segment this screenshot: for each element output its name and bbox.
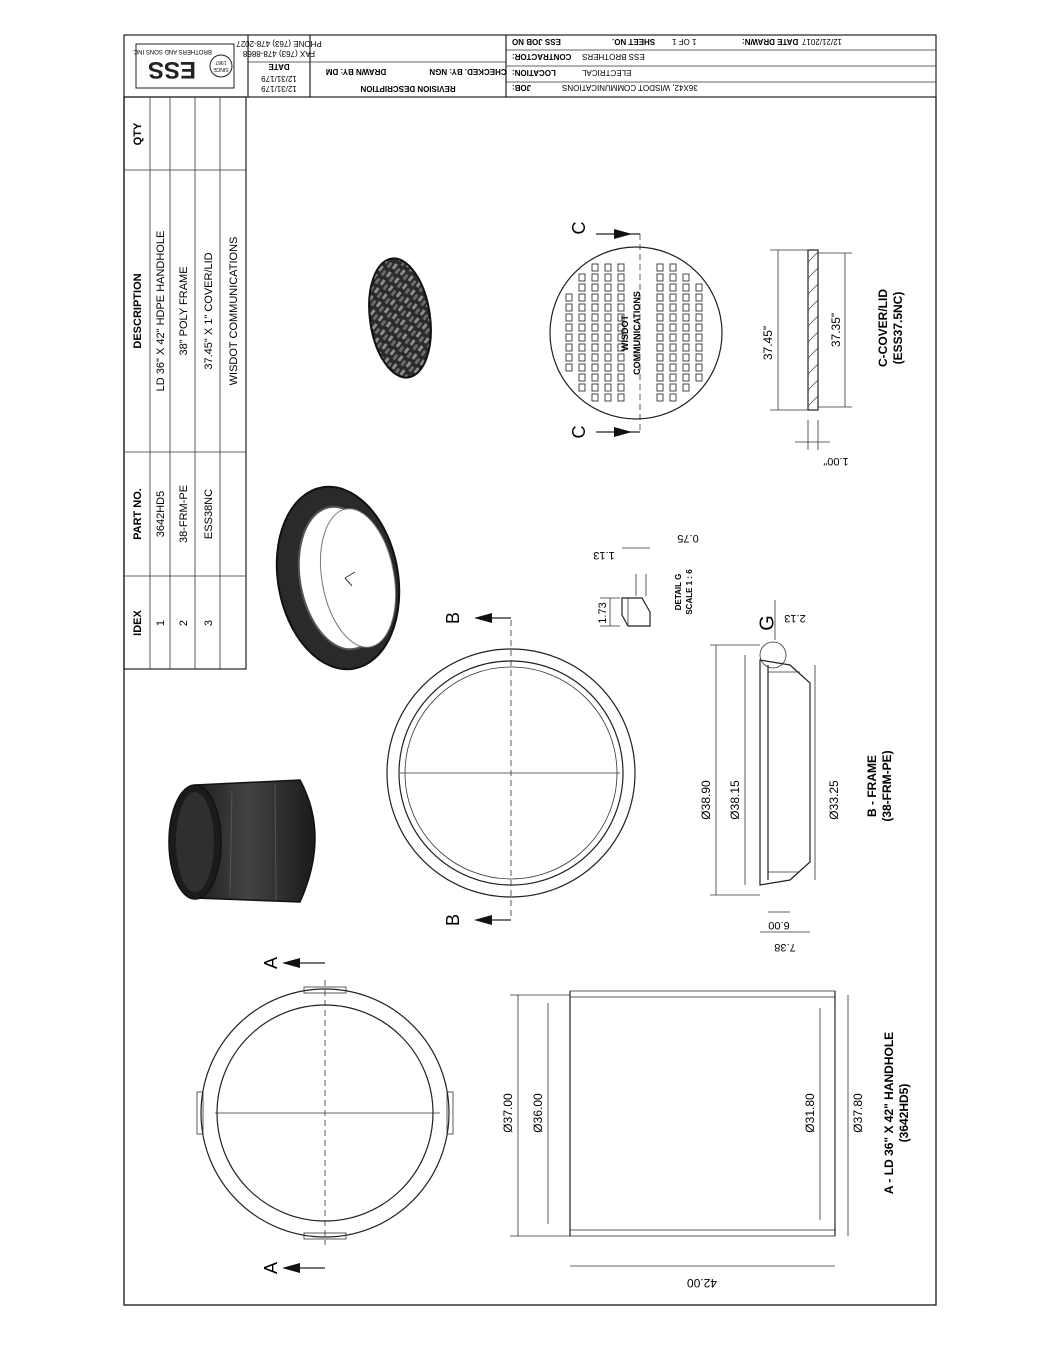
job-value: 36X42, WISDOT COMMUNICATIONS xyxy=(562,83,698,92)
dim-c-thick: 1.00" xyxy=(823,455,849,467)
lid-slot xyxy=(670,274,676,281)
lid-slot xyxy=(579,314,585,321)
dim-c-bottom: 37.35" xyxy=(829,312,843,348)
lid-slot xyxy=(696,354,702,361)
dim-a-od: Ø37.00 xyxy=(501,1093,515,1133)
lid-slot xyxy=(605,364,611,371)
rev-date-2: 12/31/179 xyxy=(261,84,297,93)
lid-slot xyxy=(696,374,702,381)
lid-slot xyxy=(683,334,689,341)
bom-header-qty: QTY xyxy=(132,122,144,146)
lid-slot xyxy=(579,274,585,281)
lid-slot xyxy=(605,334,611,341)
lid-slot xyxy=(670,354,676,361)
lid-slot xyxy=(592,394,598,401)
lid-slot xyxy=(579,284,585,291)
lid-slot xyxy=(670,264,676,271)
dim-b-height: 6.00 xyxy=(768,919,790,931)
bom-row-2-part: 38-FRM-PE xyxy=(178,484,190,544)
lid-slot xyxy=(618,394,624,401)
lid-slot xyxy=(618,374,624,381)
dim-b-mid: Ø38.15 xyxy=(728,780,742,820)
lid-slot xyxy=(683,304,689,311)
lid-slot xyxy=(618,364,624,371)
lid-slot xyxy=(579,294,585,301)
section-a-top: A xyxy=(260,956,281,970)
lid-slot xyxy=(683,364,689,371)
bom-row-3-part: ESS38NC xyxy=(203,488,215,540)
lid-slot xyxy=(605,294,611,301)
dim-b-inner: Ø33.25 xyxy=(827,780,841,820)
lid-slot xyxy=(670,344,676,351)
lid-slot xyxy=(657,384,663,391)
lid-slot xyxy=(657,334,663,341)
lid-slot xyxy=(618,304,624,311)
lid-slot xyxy=(696,334,702,341)
lid-slot xyxy=(592,354,598,361)
lid-slot xyxy=(657,324,663,331)
logo-text: ESS xyxy=(147,56,197,83)
section-a-bottom: A xyxy=(260,1261,281,1275)
bom-row-1-part: 3642HD5 xyxy=(155,490,167,538)
lid-slot xyxy=(605,264,611,271)
section-b-top: B xyxy=(442,611,463,625)
lid-slot xyxy=(592,304,598,311)
lid-slot xyxy=(566,344,572,351)
ess-logo xyxy=(132,44,234,88)
dim-b-outer: Ø38.90 xyxy=(699,780,713,820)
lid-slot xyxy=(605,314,611,321)
lid-slot xyxy=(592,364,598,371)
lid-slot xyxy=(618,284,624,291)
lid-3d-image xyxy=(362,254,438,381)
lid-slot xyxy=(657,314,663,321)
bom-row-1-desc: LD 36" X 42" HDPE HANDHOLE xyxy=(155,230,167,392)
lid-slot xyxy=(696,364,702,371)
lid-slot xyxy=(657,284,663,291)
lid-text-1: WISDOT xyxy=(620,315,630,351)
lid-slot xyxy=(618,354,624,361)
lid-slot xyxy=(618,264,624,271)
lid-text-2: COMMUNICATIONS xyxy=(632,291,642,375)
lid-slot xyxy=(670,294,676,301)
section-c-left: C xyxy=(568,425,589,439)
contractor-value: ESS BROTHERS xyxy=(582,52,645,61)
lid-slot xyxy=(592,284,598,291)
bom-row-2-index: 2 xyxy=(178,619,190,627)
lid-slot xyxy=(683,384,689,391)
dim-g-1: 1.73 xyxy=(597,602,609,624)
dim-g-3: 0.75 xyxy=(677,532,699,544)
lid-slot xyxy=(670,394,676,401)
bom-header-description: DESCRIPTION xyxy=(132,273,144,349)
bom-header-part: PART NO. xyxy=(132,488,144,540)
lid-slot xyxy=(618,274,624,281)
job-label: JOB: xyxy=(512,83,532,92)
lid-slot xyxy=(657,274,663,281)
lid-slot xyxy=(670,334,676,341)
detail-g-callout: G xyxy=(756,615,779,631)
location-value: ELECTRICAL xyxy=(582,68,632,77)
dim-a-bottom-od: Ø37.80 xyxy=(851,1093,865,1133)
dim-b-g: 2.13 xyxy=(784,612,806,624)
bom-header-index: IDEX xyxy=(132,610,144,636)
lid-slot xyxy=(592,264,598,271)
lid-slot xyxy=(683,354,689,361)
date-drawn-label: DATE DRAWN: xyxy=(742,37,799,46)
lid-slot xyxy=(657,304,663,311)
bom-row-4-desc: WISDOT COMMUNICATIONS xyxy=(228,236,240,386)
bom-row-3-desc: 37.45" X 1" COVER/LID xyxy=(203,252,215,370)
frame-3d-image xyxy=(263,477,413,679)
phone-number: PHONE (763) 478-2027 xyxy=(236,39,322,48)
caption-c-line1: C-COVER/LID xyxy=(876,289,890,367)
lid-slot xyxy=(670,304,676,311)
lid-slot xyxy=(605,284,611,291)
dim-a-bottom-id: Ø31.80 xyxy=(803,1093,817,1133)
lid-slot xyxy=(579,364,585,371)
caption-c-line2: (ESS37.5NC) xyxy=(891,291,905,365)
lid-slot xyxy=(566,354,572,361)
lid-slot xyxy=(579,344,585,351)
detail-g xyxy=(593,532,698,626)
lid-slot xyxy=(566,304,572,311)
lid-slot xyxy=(592,374,598,381)
lid-slot xyxy=(605,304,611,311)
sheet-label: SHEET NO. xyxy=(612,37,656,46)
date-label: DATE xyxy=(268,62,290,71)
contractor-label: CONTRACTOR: xyxy=(512,52,572,61)
lid-slot xyxy=(566,294,572,301)
location-label: LOCATION: xyxy=(512,68,556,77)
view-c-plan xyxy=(550,222,722,439)
lid-slot xyxy=(566,334,572,341)
fax-number: FAX (763) 478-8868 xyxy=(242,49,316,58)
view-b-section xyxy=(699,600,894,953)
lid-slot xyxy=(696,314,702,321)
revision-label: REVISION DESCRIPTION xyxy=(360,84,456,93)
lid-slot xyxy=(657,394,663,401)
logo-since: SINCE xyxy=(213,66,229,72)
sheet-value: 1 OF 1 xyxy=(672,37,697,46)
ess-job-label: ESS JOB NO xyxy=(512,37,561,46)
lid-slot xyxy=(618,294,624,301)
lid-slot xyxy=(605,324,611,331)
view-c-section xyxy=(761,250,905,467)
dim-b-total: 7.38 xyxy=(774,941,796,953)
lid-slot xyxy=(579,324,585,331)
lid-slot xyxy=(657,354,663,361)
date-drawn-value: 12/21/2017 xyxy=(802,37,843,46)
dim-a-height: 42.00 xyxy=(686,1276,718,1290)
logo-sub: BROTHERS AND SONS INC. xyxy=(132,48,212,54)
lid-slot xyxy=(683,274,689,281)
lid-slot xyxy=(566,314,572,321)
lid-slot xyxy=(670,284,676,291)
caption-b-line2: (38-FRM-PE) xyxy=(880,750,894,822)
view-b-plan xyxy=(387,612,635,926)
lid-slot xyxy=(683,284,689,291)
caption-a-line2: (3642HD5) xyxy=(897,1083,911,1143)
lid-slot xyxy=(605,394,611,401)
drawn-by: DRAWN BY: DM xyxy=(325,67,387,76)
lid-slot xyxy=(670,314,676,321)
lid-slot xyxy=(683,294,689,301)
lid-slot xyxy=(683,324,689,331)
rev-date-1: 12/31/179 xyxy=(261,74,297,83)
dim-g-2: 1.13 xyxy=(593,549,615,561)
lid-slot xyxy=(683,314,689,321)
lid-slot xyxy=(670,364,676,371)
detail-g-scale: SCALE 1 : 6 xyxy=(685,569,694,615)
section-c-right: C xyxy=(568,221,589,235)
title-block xyxy=(132,35,936,97)
lid-slot xyxy=(579,384,585,391)
view-a-section xyxy=(501,991,911,1290)
lid-slot xyxy=(696,284,702,291)
dim-c-top: 37.45" xyxy=(761,325,775,361)
lid-slot xyxy=(683,344,689,351)
lid-slot xyxy=(657,344,663,351)
bom-row-3-index: 3 xyxy=(203,619,215,627)
lid-slot xyxy=(605,354,611,361)
caption-a-line1: A - LD 36" X 42" HANDHOLE xyxy=(882,1031,896,1195)
lid-slot xyxy=(592,344,598,351)
lid-slot xyxy=(696,344,702,351)
lid-slot xyxy=(605,274,611,281)
lid-slot xyxy=(657,374,663,381)
bom-row-2-desc: 38" POLY FRAME xyxy=(178,266,190,356)
lid-slot xyxy=(670,384,676,391)
lid-slot xyxy=(670,374,676,381)
bom-table xyxy=(124,97,246,669)
lid-slot xyxy=(592,334,598,341)
view-a-plan xyxy=(197,957,453,1274)
lid-slot xyxy=(670,324,676,331)
lid-slot xyxy=(592,314,598,321)
lid-slot xyxy=(657,294,663,301)
logo-year: 1967 xyxy=(215,59,227,65)
lid-slot xyxy=(592,274,598,281)
section-b-bottom: B xyxy=(442,913,463,927)
lid-slot xyxy=(592,324,598,331)
lid-slot xyxy=(592,384,598,391)
lid-slot xyxy=(579,304,585,311)
detail-g-title: DETAIL G xyxy=(674,573,683,611)
lid-slot xyxy=(592,294,598,301)
lid-slot xyxy=(579,334,585,341)
lid-slot xyxy=(696,294,702,301)
lid-slot xyxy=(618,384,624,391)
lid-slot xyxy=(579,354,585,361)
lid-slot xyxy=(566,364,572,371)
lid-slot xyxy=(657,264,663,271)
dim-a-id: Ø36.00 xyxy=(531,1093,545,1133)
lid-slot xyxy=(605,384,611,391)
lid-slot xyxy=(579,374,585,381)
caption-b-line1: B - FRAME xyxy=(865,755,879,817)
handhole-3d-image xyxy=(169,780,315,902)
bom-row-1-index: 1 xyxy=(155,619,167,627)
checked-by: CHECKED. BY: NGN xyxy=(429,67,507,76)
lid-slot xyxy=(696,324,702,331)
lid-slot xyxy=(605,374,611,381)
lid-slot xyxy=(696,304,702,311)
lid-slot xyxy=(566,324,572,331)
lid-slot xyxy=(605,344,611,351)
lid-slot xyxy=(657,364,663,371)
lid-slot xyxy=(683,374,689,381)
